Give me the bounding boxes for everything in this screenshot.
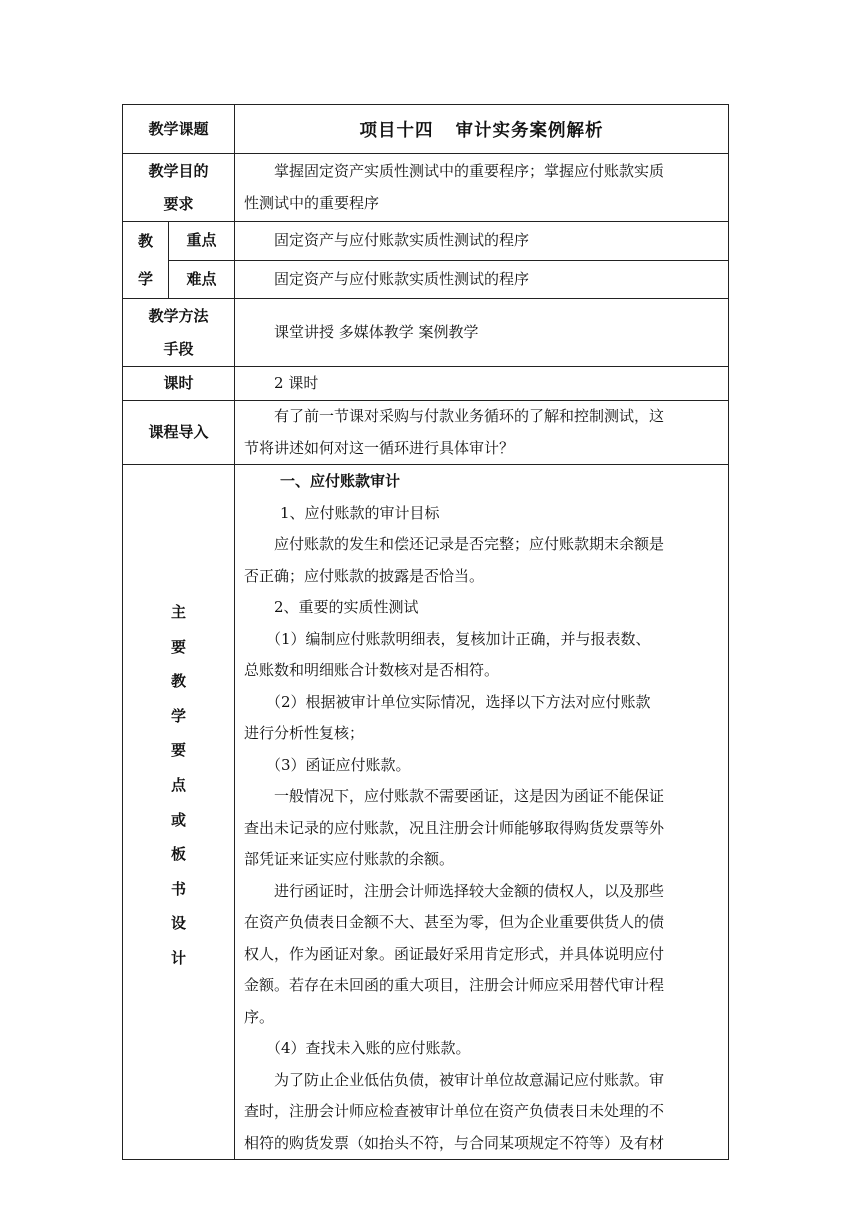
method-label-line1: 教学方法 <box>148 306 209 325</box>
content-line: 总账数和明细账合计数核对是否相符。 <box>244 661 500 679</box>
method-label <box>123 299 235 367</box>
method-label-line2: 手段 <box>163 339 194 358</box>
content-line: 在资产负债表日金额不大、甚至为零，但为企业重要供货人的债 <box>244 913 665 931</box>
content-line: 进行函证时，注册会计师选择较大金额的债权人，以及那些 <box>274 881 665 900</box>
row-course <box>123 105 729 154</box>
content-line: （2）根据被审计单位实际情况，选择以下方法对应付账款 <box>266 692 651 711</box>
content-line: 查出未记录的应付账款，况且注册会计师能够取得购货发票等外 <box>244 818 665 837</box>
row-method <box>123 299 729 367</box>
teach-label-char1: 教 <box>137 232 153 250</box>
row-difficulty <box>123 260 729 299</box>
intro-label: 课程导入 <box>123 401 235 465</box>
objective-label-line1: 教学目的 <box>148 161 209 180</box>
course-label: 教学课题 <box>123 105 235 154</box>
section-heading: 一、应付账款审计 <box>280 472 401 490</box>
main-label-char: 板 <box>171 845 187 864</box>
main-label-char: 要 <box>171 741 187 760</box>
content-line: 金额。若存在未回函的重大项目，注册会计师应采用替代审计程 <box>244 976 665 994</box>
content-line: 应付账款的发生和偿还记录是否完整；应付账款期末余额是 <box>274 535 665 553</box>
objective-text-line2: 性测试中的重要程序 <box>244 193 380 212</box>
course-title-part-a: 项目十四 <box>359 120 434 141</box>
main-label-char: 教 <box>171 672 187 691</box>
main-content <box>235 465 729 1160</box>
objective-label-line2: 要求 <box>163 194 194 213</box>
content-line: 序。 <box>244 1007 275 1026</box>
method-text: 课堂讲授 多媒体教学 案例教学 <box>235 299 729 367</box>
key-label: 重点 <box>169 222 235 261</box>
main-label-char: 或 <box>171 810 187 829</box>
content-line: 为了防止企业低估负债，被审计单位故意漏记应付账款。审 <box>274 1070 665 1089</box>
key-text: 固定资产与应付账款实质性测试的程序 <box>235 222 729 261</box>
row-objective <box>123 154 729 222</box>
main-label-char: 要 <box>171 637 187 656</box>
row-intro <box>123 401 729 465</box>
content-line: （4）查找未入账的应付账款。 <box>266 1039 471 1057</box>
content-line: （3）函证应付账款。 <box>266 755 411 774</box>
main-label-char: 计 <box>171 948 187 967</box>
content-line: 一般情况下，应付账款不需要函证，这是因为函证不能保证 <box>274 787 665 805</box>
main-label-char: 主 <box>171 603 187 621</box>
objective-label <box>123 154 235 222</box>
course-title <box>235 105 729 154</box>
intro-text-line1: 有了前一节课对采购与付款业务循环的了解和控制测试，这 <box>274 407 665 425</box>
lesson-plan-page <box>122 104 728 1160</box>
intro-text-line2: 节将讲述如何对这一循环进行具体审计？ <box>244 438 515 457</box>
main-label-char: 设 <box>171 914 187 933</box>
objective-text-line1: 掌握固定资产实质性测试中的重要程序；掌握应付账款实质 <box>274 162 665 180</box>
main-label-char: 书 <box>171 879 187 898</box>
teach-label-char2: 学 <box>137 270 153 288</box>
objective-text <box>235 154 729 222</box>
difficulty-text: 固定资产与应付账款实质性测试的程序 <box>235 260 729 299</box>
teach-label <box>123 222 169 299</box>
content-line: 查时，注册会计师应检查被审计单位在资产负债表日未处理的不 <box>244 1102 665 1120</box>
content-line: 否正确；应付账款的披露是否恰当。 <box>244 566 485 585</box>
row-hours <box>123 367 729 401</box>
hours-label: 课时 <box>123 367 235 401</box>
row-main <box>123 465 729 1160</box>
content-line: （1）编制应付账款明细表，复核加计正确，并与报表数、 <box>266 629 651 648</box>
difficulty-label: 难点 <box>169 260 235 299</box>
main-points-label <box>123 465 235 1160</box>
content-line: 部凭证来证实应付账款的余额。 <box>244 850 455 868</box>
content-line: 进行分析性复核； <box>244 724 365 742</box>
main-label-char: 点 <box>171 775 187 794</box>
row-key-points <box>123 222 729 261</box>
hours-text: 2 课时 <box>235 367 729 401</box>
subheading: 2、重要的实质性测试 <box>274 598 419 616</box>
content-line: 相符的购货发票（如抬头不符，与合同某项规定不符等）及有材 <box>244 1133 665 1152</box>
main-label-char: 学 <box>171 706 187 725</box>
content-line: 权人，作为函证对象。函证最好采用肯定形式，并具体说明应付 <box>244 944 665 963</box>
subheading: 1、应付账款的审计目标 <box>280 503 440 522</box>
intro-text <box>235 401 729 465</box>
lesson-plan-table <box>122 104 729 1160</box>
course-title-part-b: 审计实务案例解析 <box>455 120 604 141</box>
